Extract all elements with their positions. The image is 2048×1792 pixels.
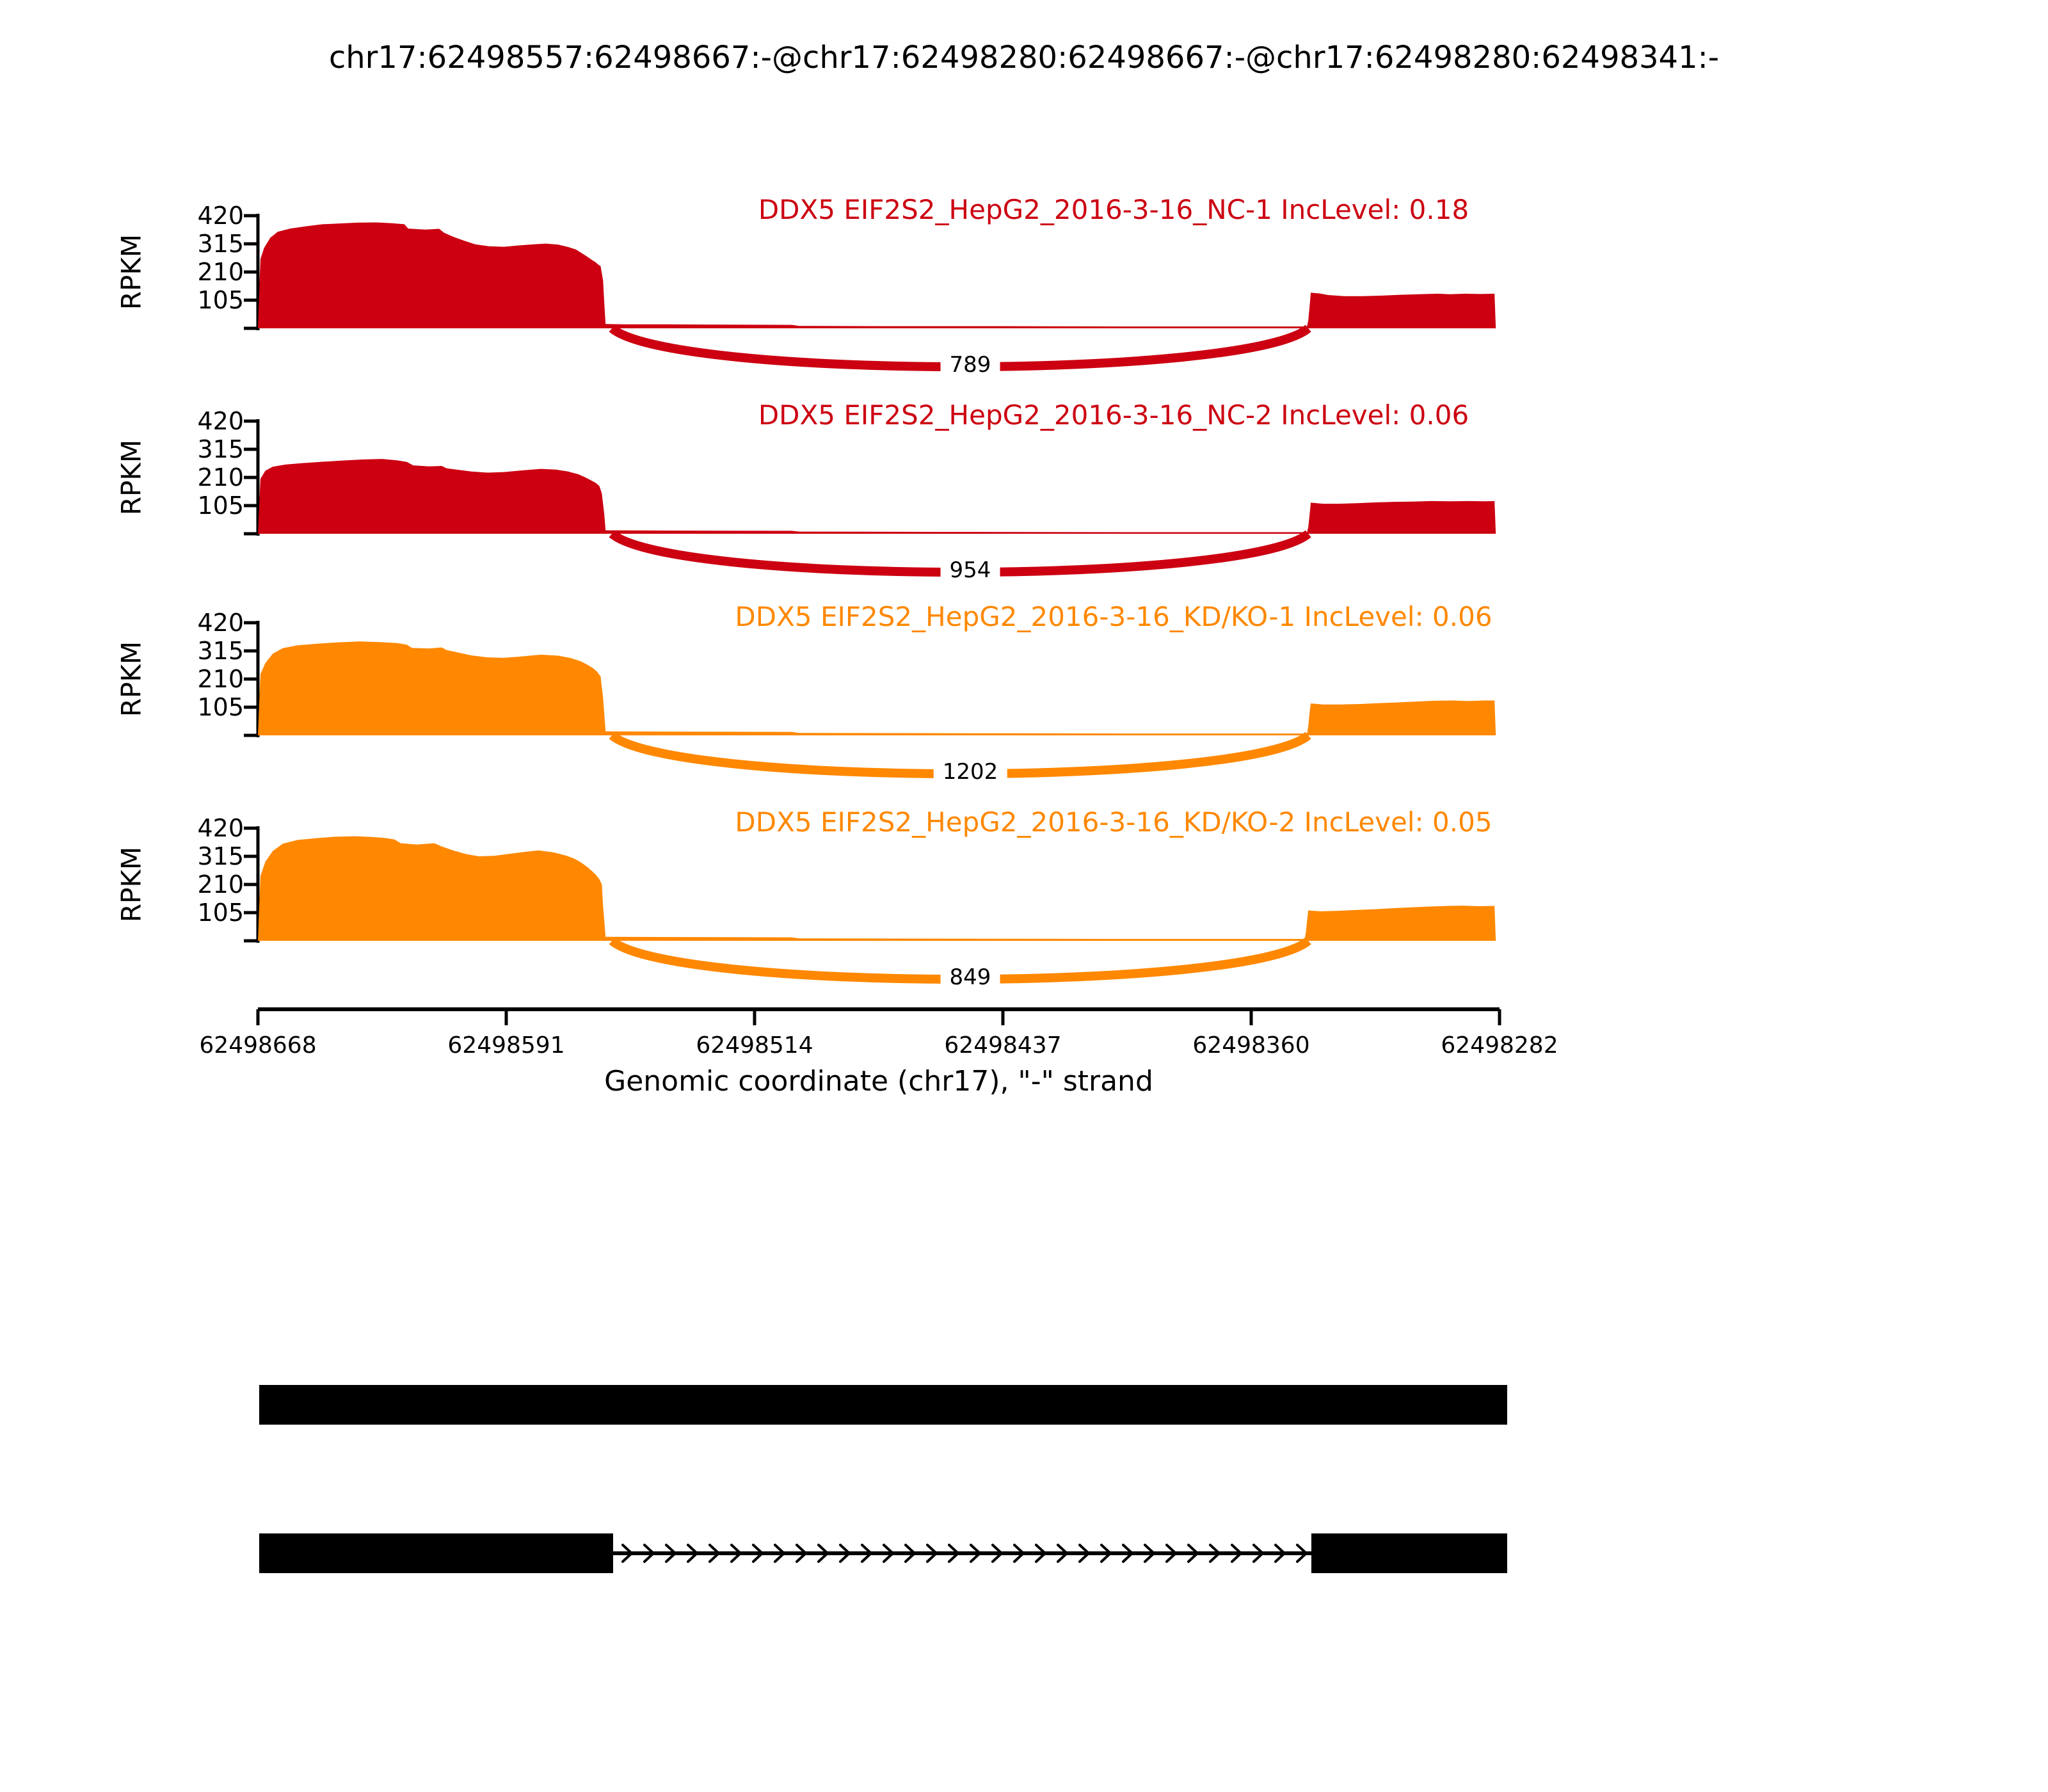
isoform-exon-right bbox=[1311, 1533, 1507, 1573]
coverage-area bbox=[258, 836, 1496, 941]
x-axis-title: Genomic coordinate (chr17), "-" strand bbox=[604, 1065, 1153, 1098]
y-tick-label: 420 bbox=[197, 814, 244, 842]
junction-count-label: 954 bbox=[941, 556, 1000, 584]
junction-count-label: 1202 bbox=[934, 758, 1007, 786]
y-tick-label: 315 bbox=[197, 435, 244, 463]
figure-title: chr17:62498557:62498667:-@chr17:62498280:62498667:-@chr17:62498280:62498341:- bbox=[328, 40, 1720, 76]
y-tick-label: 210 bbox=[197, 665, 244, 693]
y-tick-label: 420 bbox=[197, 202, 244, 230]
y-tick-label: 210 bbox=[197, 870, 244, 899]
y-tick-label: 315 bbox=[197, 230, 244, 258]
track-title: DDX5 EIF2S2_HepG2_2016-3-16_NC-2 IncLevel: 0.06 bbox=[758, 399, 1469, 431]
y-axis-title: RPKM bbox=[115, 234, 147, 310]
y-tick-label: 210 bbox=[197, 258, 244, 286]
y-tick-label: 420 bbox=[197, 609, 244, 637]
x-tick-label: 62498514 bbox=[696, 1032, 813, 1059]
y-tick-label: 420 bbox=[197, 407, 244, 435]
y-axis-title: RPKM bbox=[115, 846, 147, 923]
x-tick-label: 62498591 bbox=[447, 1032, 565, 1059]
y-axis-title: RPKM bbox=[115, 641, 147, 717]
junction-count-label: 789 bbox=[941, 351, 1000, 379]
track-title: DDX5 EIF2S2_HepG2_2016-3-16_KD/KO-2 IncLevel: 0.05 bbox=[735, 806, 1492, 838]
y-tick-label: 315 bbox=[197, 842, 244, 870]
y-tick-label: 105 bbox=[197, 899, 244, 927]
coverage-area bbox=[258, 641, 1496, 735]
isoform-exon-left bbox=[259, 1533, 613, 1573]
y-tick-label: 105 bbox=[197, 286, 244, 314]
x-tick-label: 62498437 bbox=[944, 1032, 1062, 1059]
y-tick-label: 105 bbox=[197, 693, 244, 721]
isoform-bar-full bbox=[259, 1385, 1507, 1425]
x-tick-label: 62498668 bbox=[199, 1032, 317, 1059]
x-tick-label: 62498282 bbox=[1441, 1032, 1558, 1059]
track-title: DDX5 EIF2S2_HepG2_2016-3-16_KD/KO-1 IncLevel: 0.06 bbox=[735, 601, 1492, 632]
junction-count-label: 849 bbox=[941, 963, 1000, 991]
y-tick-label: 210 bbox=[197, 463, 244, 492]
track-title: DDX5 EIF2S2_HepG2_2016-3-16_NC-1 IncLevel: 0.18 bbox=[758, 194, 1469, 225]
x-tick-label: 62498360 bbox=[1192, 1032, 1310, 1059]
y-axis-title: RPKM bbox=[115, 439, 147, 516]
y-tick-label: 105 bbox=[197, 492, 244, 520]
coverage-area bbox=[258, 459, 1496, 534]
coverage-area bbox=[258, 223, 1496, 329]
y-tick-label: 315 bbox=[197, 637, 244, 665]
